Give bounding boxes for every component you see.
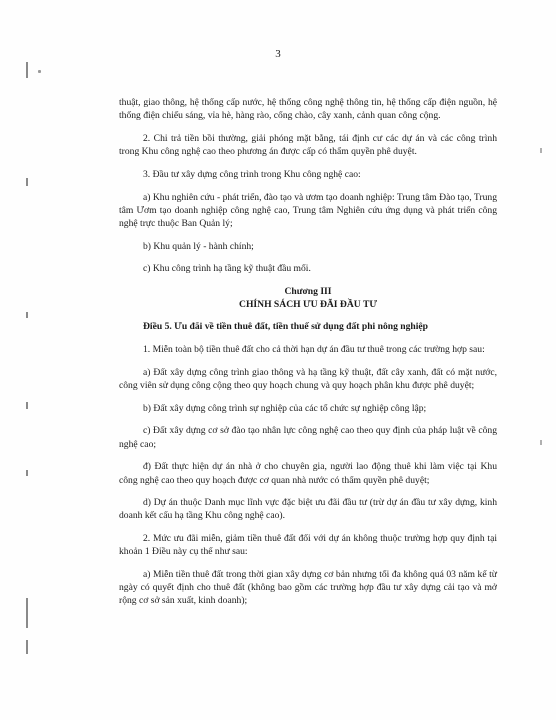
scan-edge-mark (26, 402, 28, 409)
paragraph: a) Khu nghiên cứu - phát triển, đào tạo và ươm tạo doanh nghiệp: Trung tâm Đào tạo, Trung tâm Ươm tạo doanh nghiệp công nghệ cao, Trung tâm Nghiên cứu ứng dụng và phát triển công nghệ trực thuộc Ban Quản lý; (119, 191, 497, 229)
scan-edge-dot (540, 440, 542, 445)
paragraph: 2. Mức ưu đãi miễn, giảm tiền thuê đất đối với dự án không thuộc trường hợp quy định tại khoản 1 Điều này cụ thể như sau: (119, 533, 497, 558)
paragraph: đ) Đất thực hiện dự án nhà ở cho chuyên gia, người lao động thuê khi làm việc tại Khu công nghệ cao theo quy hoạch được cơ quan nhà nước có thẩm quyền phê duyệt; (119, 461, 497, 486)
scan-edge-mark (26, 470, 28, 476)
scan-edge-mark (26, 640, 28, 654)
scan-edge-dot (540, 148, 542, 153)
scan-edge-mark (26, 598, 28, 628)
scan-edge-mark (26, 312, 28, 318)
paragraph: a) Đất xây dựng công trình giao thông và hạ tầng kỹ thuật, đất cây xanh, đất có mặt nước, công viên sử dụng công cộng theo quy hoạch chung và quy hoạch phân khu được phê duyệt; (119, 366, 497, 392)
scan-edge-mark (26, 62, 28, 78)
article-heading: Điều 5. Ưu đãi về tiền thuê đất, tiền thuế sử dụng đất phi nông nghiệp (143, 321, 429, 333)
chapter-number: Chương III (284, 286, 332, 298)
paragraph: c) Khu công trình hạ tầng kỹ thuật đầu mối. (143, 263, 311, 275)
page-number: 3 (275, 48, 281, 60)
paragraph: 1. Miễn toàn bộ tiền thuê đất cho cả thời hạn dự án đầu tư thuê trong các trường hợp sau: (143, 344, 485, 356)
scan-edge-dot (38, 70, 41, 73)
paragraph: 3. Đầu tư xây dựng công trình trong Khu công nghệ cao: (143, 168, 361, 180)
paragraph: thuật, giao thông, hệ thống cấp nước, hệ thống công nghệ thông tin, hệ thống cấp điện nguồn, hệ thống điện chiếu sáng, vỉa hè, hàng rào, cổng chào, cây xanh, cảnh quan công cộng. (119, 97, 497, 122)
paragraph: b) Khu quản lý - hành chính; (143, 240, 254, 252)
paragraph: b) Đất xây dựng công trình sự nghiệp của các tổ chức sự nghiệp công lập; (143, 402, 427, 414)
paragraph: a) Miễn tiền thuê đất trong thời gian xây dựng cơ bản nhưng tối đa không quá 03 năm kể từ ngày có quyết định cho thuê đất (không bao gồm các trường hợp đầu tư xây dựng cải tạo và mở rộng cơ sở sản xuất, kinh doanh); (119, 569, 497, 607)
paragraph: c) Đất xây dựng cơ sở đào tạo nhân lực công nghệ cao theo quy định của pháp luật về công nghệ cao; (119, 425, 497, 450)
scan-edge-mark (26, 178, 28, 186)
paragraph: 2. Chi trả tiền bồi thường, giải phóng mặt bằng, tái định cư các dự án và các công trình trong Khu công nghệ cao theo phương án được cấp có thẩm quyền phê duyệt. (119, 132, 497, 158)
paragraph: d) Dự án thuộc Danh mục lĩnh vực đặc biệt ưu đãi đầu tư (trừ dự án đầu tư xây dựng, kinh doanh kết cấu hạ tầng Khu công nghệ cao). (119, 497, 497, 522)
document-body (119, 96, 497, 617)
chapter-title: CHÍNH SÁCH ƯU ĐÃI ĐẦU TƯ (239, 299, 377, 311)
